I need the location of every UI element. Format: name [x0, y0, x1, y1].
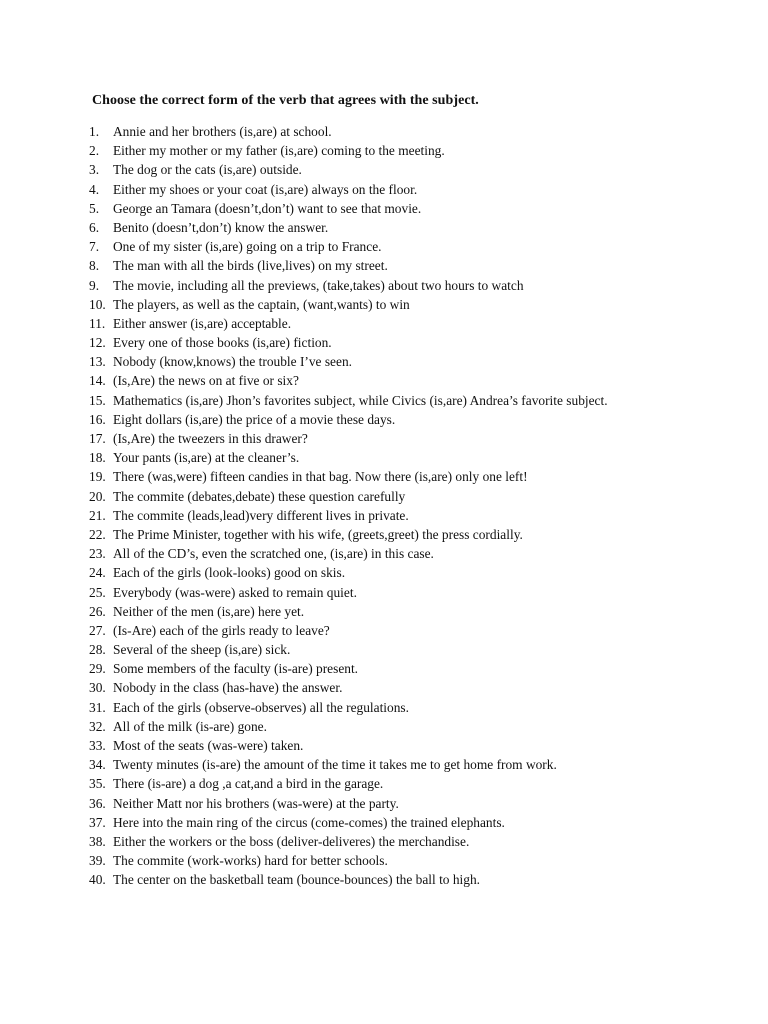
item-sentence: Nobody (know,knows) the trouble I’ve seen.	[113, 354, 352, 370]
item-sentence: Each of the girls (observe-observes) all the regulations.	[113, 699, 409, 715]
item-number: 38.	[89, 833, 106, 849]
exercise-item	[89, 141, 608, 160]
instructions-heading: Choose the correct form of the verb that agrees with the subject.	[92, 93, 479, 108]
exercise-item	[89, 256, 608, 275]
item-number: 23.	[89, 546, 106, 562]
item-number: 21.	[89, 507, 106, 523]
exercise-item	[89, 678, 608, 697]
item-sentence: Neither of the men (is,are) here yet.	[113, 603, 305, 619]
item-number: 26.	[89, 603, 106, 619]
item-number: 29.	[89, 661, 106, 677]
exercise-item	[89, 448, 608, 467]
exercise-item	[89, 391, 608, 410]
item-sentence: (Is,Are) the news on at five or six?	[113, 373, 299, 389]
item-sentence: Some members of the faculty (is-are) present.	[113, 661, 359, 677]
exercise-item	[89, 429, 608, 448]
item-number: 5.	[89, 200, 100, 216]
item-number: 17.	[89, 431, 106, 446]
item-number: 1.	[89, 124, 100, 139]
item-number: 20.	[89, 488, 106, 504]
item-number: 2.	[89, 143, 100, 159]
item-number: 8.	[89, 258, 100, 274]
exercise-item	[89, 794, 608, 813]
item-sentence: The center on the basketball team (bounce-bounces) the ball to high.	[113, 872, 480, 888]
item-sentence: Neither Matt nor his brothers (was-were) at the party.	[113, 795, 399, 811]
exercise-item	[89, 276, 608, 295]
item-number: 27.	[89, 622, 106, 638]
exercise-item	[89, 506, 608, 525]
item-number: 37.	[89, 814, 106, 830]
exercise-item	[89, 774, 608, 793]
exercise-item	[89, 813, 608, 832]
item-number: 4.	[89, 181, 100, 197]
item-sentence: Benito (doesn’t,don’t) know the answer.	[113, 219, 329, 235]
item-number: 13.	[89, 354, 106, 370]
exercise-item	[89, 352, 608, 371]
item-number: 15.	[89, 392, 106, 408]
item-number: 30.	[89, 680, 106, 696]
item-sentence: Several of the sheep (is,are) sick.	[113, 642, 291, 658]
exercise-item	[89, 755, 608, 774]
item-number: 3.	[89, 162, 100, 178]
item-sentence: Mathematics (is,are) Jhon’s favorites subject, while Civics (is,are) Andrea’s favorite subject.	[113, 392, 608, 408]
item-number: 24.	[89, 565, 106, 581]
item-sentence: Eight dollars (is,are) the price of a movie these days.	[113, 411, 396, 427]
exercise-item	[89, 180, 608, 199]
exercise-item	[89, 295, 608, 314]
exercise-item	[89, 851, 608, 870]
exercise-item	[89, 333, 608, 352]
item-sentence: All of the milk (is-are) gone.	[113, 718, 267, 734]
item-sentence: Here into the main ring of the circus (come-comes) the trained elephants.	[113, 814, 505, 830]
item-number: 19.	[89, 469, 106, 485]
item-sentence: Either answer (is,are) acceptable.	[113, 315, 292, 331]
exercise-item	[89, 487, 608, 506]
item-sentence: Your pants (is,are) at the cleaner’s.	[113, 450, 300, 466]
exercise-item	[89, 160, 608, 179]
item-number: 12.	[89, 335, 106, 351]
item-number: 7.	[89, 239, 100, 255]
exercise-item	[89, 410, 608, 429]
item-sentence: The players, as well as the captain, (want,wants) to win	[113, 296, 410, 312]
exercise-item	[89, 736, 608, 755]
item-sentence: There (is-are) a dog ,a cat,and a bird in the garage.	[113, 776, 384, 792]
item-number: 9.	[89, 277, 100, 293]
item-number: 33.	[89, 738, 106, 753]
exercise-item	[89, 602, 608, 621]
exercise-item	[89, 870, 608, 889]
exercise-item	[89, 218, 608, 237]
item-number: 40.	[89, 872, 106, 888]
exercise-item	[89, 698, 608, 717]
item-number: 34.	[89, 757, 106, 773]
item-sentence: All of the CD’s, even the scratched one, (is,are) in this case.	[113, 546, 434, 562]
item-number: 25.	[89, 584, 106, 600]
item-sentence: Nobody in the class (has-have) the answer.	[113, 680, 343, 696]
item-number: 35.	[89, 776, 106, 792]
exercise-item	[89, 199, 608, 218]
item-number: 28.	[89, 642, 106, 658]
item-sentence: Either my mother or my father (is,are) coming to the meeting.	[113, 143, 445, 159]
exercise-list	[89, 122, 608, 890]
exercise-item	[89, 122, 608, 141]
item-number: 6.	[89, 219, 100, 235]
item-number: 31.	[89, 699, 106, 715]
item-sentence: The dog or the cats (is,are) outside.	[113, 162, 302, 178]
item-sentence: Annie and her brothers (is,are) at school.	[113, 124, 332, 139]
item-number: 36.	[89, 795, 106, 811]
item-number: 11.	[89, 315, 106, 331]
item-number: 32.	[89, 718, 106, 734]
exercise-item	[89, 659, 608, 678]
item-sentence: (Is-Are) each of the girls ready to leave?	[113, 622, 330, 638]
item-sentence: Every one of those books (is,are) fiction.	[113, 335, 332, 351]
item-sentence: The Prime Minister, together with his wife, (greets,greet) the press cordially.	[113, 526, 523, 542]
item-sentence: One of my sister (is,are) going on a trip to France.	[113, 239, 382, 255]
item-sentence: Either the workers or the boss (deliver-deliveres) the merchandise.	[113, 833, 470, 849]
exercise-item	[89, 640, 608, 659]
exercise-item	[89, 525, 608, 544]
item-number: 16.	[89, 411, 106, 427]
item-sentence: (Is,Are) the tweezers in this drawer?	[113, 431, 308, 446]
item-sentence: The man with all the birds (live,lives) on my street.	[113, 258, 388, 274]
exercise-item	[89, 832, 608, 851]
item-sentence: Twenty minutes (is-are) the amount of the time it takes me to get home from work.	[113, 757, 557, 773]
exercise-item	[89, 467, 608, 486]
exercise-item	[89, 371, 608, 390]
exercise-item	[89, 544, 608, 563]
item-sentence: Either my shoes or your coat (is,are) always on the floor.	[113, 181, 418, 197]
exercise-item	[89, 583, 608, 602]
exercise-item	[89, 563, 608, 582]
item-sentence: The commite (leads,lead)very different lives in private.	[113, 507, 409, 523]
item-sentence: The commite (debates,debate) these question carefully	[113, 488, 406, 504]
item-number: 10.	[89, 296, 106, 312]
exercise-item	[89, 237, 608, 256]
item-number: 39.	[89, 853, 106, 869]
item-number: 22.	[89, 526, 106, 542]
exercise-item	[89, 717, 608, 736]
exercise-item	[89, 621, 608, 640]
item-number: 18.	[89, 450, 106, 466]
item-sentence: Most of the seats (was-were) taken.	[113, 738, 304, 753]
item-sentence: George an Tamara (doesn’t,don’t) want to see that movie.	[113, 200, 422, 216]
item-sentence: The movie, including all the previews, (take,takes) about two hours to watch	[113, 277, 524, 293]
item-sentence: Everybody (was-were) asked to remain quiet.	[113, 584, 357, 600]
item-sentence: The commite (work-works) hard for better schools.	[113, 853, 388, 869]
exercise-item	[89, 314, 608, 333]
item-sentence: There (was,were) fifteen candies in that bag. Now there (is,are) only one left!	[113, 469, 528, 485]
item-number: 14.	[89, 373, 106, 389]
item-sentence: Each of the girls (look-looks) good on skis.	[113, 565, 346, 581]
